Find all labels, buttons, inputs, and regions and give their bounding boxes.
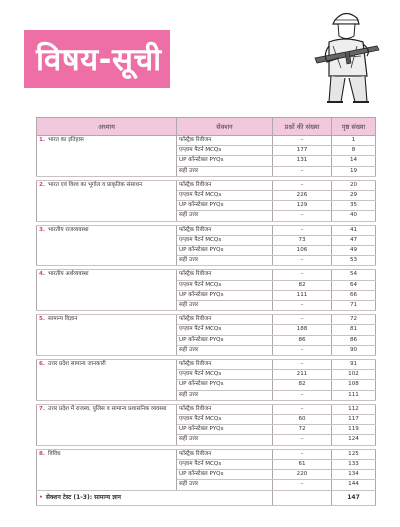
page-number-cell: 54 <box>332 270 376 280</box>
question-count-cell: – <box>273 256 332 266</box>
question-count-cell: 60 <box>273 415 332 425</box>
contents-table <box>36 117 376 506</box>
section-cell: फॉस्ट्रैक रिवीजन <box>177 449 273 459</box>
section-cell: सही उत्तर <box>177 256 273 266</box>
chapter-name: उत्तर प्रदेश सामान्य जानकारी <box>48 361 106 368</box>
section-cell: सही उत्तर <box>177 301 273 311</box>
page-number-cell: 112 <box>332 404 376 414</box>
question-count-cell: 131 <box>273 156 332 166</box>
question-count-cell: 111 <box>273 290 332 300</box>
question-count-cell: 86 <box>273 335 332 345</box>
chapter-cell <box>37 225 177 266</box>
question-count-cell: – <box>273 360 332 370</box>
chapter-name: भारत एवं विश्व का भूगोल व प्राकृतिक संसाधन <box>48 181 143 188</box>
table-row <box>37 136 376 146</box>
question-count-cell: 82 <box>273 380 332 390</box>
question-count-cell: – <box>273 180 332 190</box>
col-header-section: सेक्शन <box>177 118 273 136</box>
page-number-cell: 47 <box>332 235 376 245</box>
chapter-cell <box>37 180 177 221</box>
page-number-cell: 117 <box>332 415 376 425</box>
section-cell: सही उत्तर <box>177 480 273 490</box>
page-number-cell: 66 <box>332 290 376 300</box>
question-count-cell: 61 <box>273 459 332 469</box>
section-cell: UP कॉन्स्टेबल PYQs <box>177 380 273 390</box>
question-count-cell: – <box>273 136 332 146</box>
page-title: विषय-सूची <box>36 42 162 78</box>
section-cell: UP कॉन्स्टेबल PYQs <box>177 156 273 166</box>
page-number-cell: 108 <box>332 380 376 390</box>
page-number-cell: 91 <box>332 360 376 370</box>
page-number-cell: 53 <box>332 256 376 266</box>
question-count-cell: 211 <box>273 370 332 380</box>
section-cell: फॉस्ट्रैक रिवीजन <box>177 180 273 190</box>
page-number-cell: 102 <box>332 370 376 380</box>
col-header-page-number: पृष्ठ संख्या <box>332 118 376 136</box>
page-number-cell: 35 <box>332 201 376 211</box>
section-cell: सही उत्तर <box>177 211 273 221</box>
chapter-name: उत्तर प्रदेश में राजस्व, पुलिस व सामान्य प्रशासनिक व्यवस्था <box>48 405 167 412</box>
chapter-cell <box>37 404 177 445</box>
section-cell: UP कॉन्स्टेबल PYQs <box>177 335 273 345</box>
question-count-cell: 188 <box>273 325 332 335</box>
section-cell: फॉस्ट्रैक रिवीजन <box>177 225 273 235</box>
chapter-cell <box>37 315 177 356</box>
chapter-number: 3. <box>39 226 46 233</box>
section-cell: एग्ज़ाम पैटर्न MCQs <box>177 146 273 156</box>
section-cell: एग्ज़ाम पैटर्न MCQs <box>177 459 273 469</box>
page-number-cell: 64 <box>332 280 376 290</box>
table-row <box>37 315 376 325</box>
table-row <box>37 449 376 459</box>
question-count-cell: – <box>273 225 332 235</box>
question-count-cell: 177 <box>273 146 332 156</box>
question-count-cell: – <box>273 404 332 414</box>
col-header-question-count: प्रश्नों की संख्या <box>273 118 332 136</box>
question-count-cell: 73 <box>273 235 332 245</box>
chapter-number: 1. <box>39 137 46 143</box>
section-cell: सही उत्तर <box>177 166 273 176</box>
page-number-cell: 134 <box>332 470 376 480</box>
page-number-cell: 119 <box>332 425 376 435</box>
chapter-cell <box>37 270 177 311</box>
page-number-cell: 41 <box>332 225 376 235</box>
soldier-illustration <box>305 6 391 106</box>
page-number-cell: 8 <box>332 146 376 156</box>
question-count-cell: 129 <box>273 201 332 211</box>
question-count-cell: – <box>273 166 332 176</box>
section-cell: फॉस्ट्रैक रिवीजन <box>177 136 273 146</box>
table-row <box>37 404 376 414</box>
page-number-cell: 14 <box>332 156 376 166</box>
page-number-cell: 29 <box>332 191 376 201</box>
question-count-cell: – <box>273 435 332 445</box>
chapter-number: 8. <box>39 450 46 457</box>
section-test-label: सेक्शन टेस्ट (1-3): सामान्य ज्ञान <box>45 493 122 501</box>
page-number-cell: 19 <box>332 166 376 176</box>
section-cell: UP कॉन्स्टेबल PYQs <box>177 470 273 480</box>
chapter-cell <box>37 136 177 177</box>
question-count-cell: 226 <box>273 191 332 201</box>
question-count-cell: 72 <box>273 425 332 435</box>
chapter-name: सामान्य विज्ञान <box>48 316 78 323</box>
chapter-number: 6. <box>39 361 46 368</box>
chapter-name: भारतीय अर्थव्यवस्था <box>48 271 89 278</box>
chapter-number: 4. <box>39 271 46 278</box>
page-number-cell: 72 <box>332 315 376 325</box>
question-count-cell: – <box>273 390 332 400</box>
section-test-row <box>37 490 376 505</box>
section-test-count <box>273 490 332 505</box>
question-count-cell: – <box>273 301 332 311</box>
page-number-cell: 20 <box>332 180 376 190</box>
question-count-cell: – <box>273 449 332 459</box>
question-count-cell: 220 <box>273 470 332 480</box>
section-cell: एग्ज़ाम पैटर्न MCQs <box>177 280 273 290</box>
table-header-row <box>37 118 376 136</box>
section-cell: एग्ज़ाम पैटर्न MCQs <box>177 370 273 380</box>
page-number-cell: 86 <box>332 335 376 345</box>
section-cell: फॉस्ट्रैक रिवीजन <box>177 315 273 325</box>
page-number-cell: 111 <box>332 390 376 400</box>
page-number-cell: 90 <box>332 345 376 355</box>
section-cell: UP कॉन्स्टेबल PYQs <box>177 201 273 211</box>
page-number-cell: 144 <box>332 480 376 490</box>
section-cell: एग्ज़ाम पैटर्न MCQs <box>177 235 273 245</box>
page-number-cell: 81 <box>332 325 376 335</box>
chapter-name: भारतीय राजव्यवस्था <box>48 226 89 233</box>
chapter-number: 7. <box>39 405 46 412</box>
chapter-cell <box>37 449 177 490</box>
section-test-page: 147 <box>332 490 376 505</box>
section-cell: एग्ज़ाम पैटर्न MCQs <box>177 415 273 425</box>
section-cell: एग्ज़ाम पैटर्न MCQs <box>177 191 273 201</box>
col-header-chapter: अध्याय <box>37 118 177 136</box>
section-cell: एग्ज़ाम पैटर्न MCQs <box>177 325 273 335</box>
table-row <box>37 270 376 280</box>
page-number-cell: 71 <box>332 301 376 311</box>
section-test-cell <box>37 490 273 505</box>
chapter-number: 5. <box>39 316 46 323</box>
chapter-cell <box>37 360 177 401</box>
question-count-cell: 106 <box>273 246 332 256</box>
section-cell: फॉस्ट्रैक रिवीजन <box>177 270 273 280</box>
question-count-cell: – <box>273 480 332 490</box>
section-cell: सही उत्तर <box>177 345 273 355</box>
question-count-cell: – <box>273 270 332 280</box>
section-cell: UP कॉन्स्टेबल PYQs <box>177 290 273 300</box>
section-cell: UP कॉन्स्टेबल PYQs <box>177 425 273 435</box>
chapter-number: 2. <box>39 181 46 188</box>
page-number-cell: 124 <box>332 435 376 445</box>
page-number-cell: 125 <box>332 449 376 459</box>
section-cell: फॉस्ट्रैक रिवीजन <box>177 404 273 414</box>
page-number-cell: 49 <box>332 246 376 256</box>
section-cell: UP कॉन्स्टेबल PYQs <box>177 246 273 256</box>
table-row <box>37 360 376 370</box>
page-number-cell: 1 <box>332 136 376 146</box>
chapter-name: भारत का इतिहास <box>48 137 84 143</box>
chapter-name: विविध <box>48 450 61 457</box>
page-number-cell: 40 <box>332 211 376 221</box>
question-count-cell: – <box>273 211 332 221</box>
question-count-cell: – <box>273 345 332 355</box>
question-count-cell: 82 <box>273 280 332 290</box>
section-cell: फॉस्ट्रैक रिवीजन <box>177 360 273 370</box>
title-banner <box>24 30 170 88</box>
bullet-icon: • <box>39 493 43 501</box>
section-cell: सही उत्तर <box>177 390 273 400</box>
table-row <box>37 180 376 190</box>
question-count-cell: – <box>273 315 332 325</box>
page-number-cell: 133 <box>332 459 376 469</box>
section-cell: सही उत्तर <box>177 435 273 445</box>
table-row <box>37 225 376 235</box>
